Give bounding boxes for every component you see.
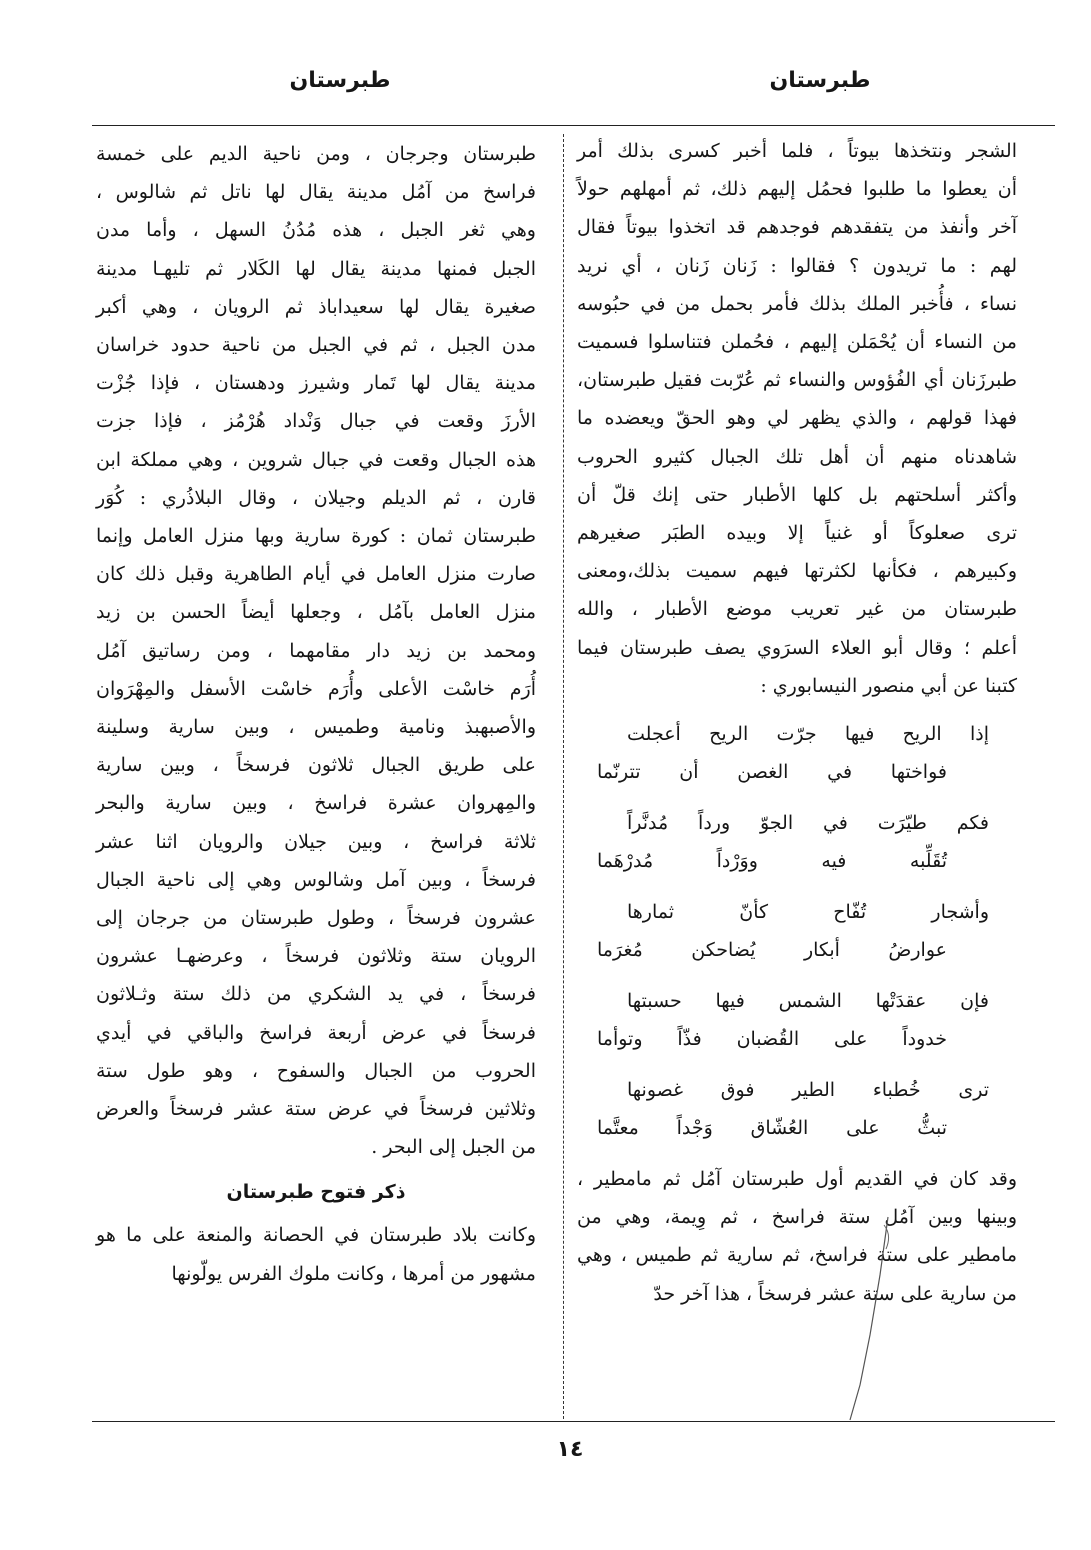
text-line: وكبيرهم ، فكأنها لكثرتها فيهم سميت بذلك،ومعنى [577, 560, 1017, 583]
poem-verse [577, 804, 1017, 880]
text-line: أعلم ؛ وقال أبو العلاء السرَوي يصف طبرستان فيما [577, 636, 1017, 659]
column-divider [563, 134, 564, 1419]
verse-second-hemistich: خدوداً على القُضبان فذّاً وتوأما [597, 1028, 947, 1051]
text-line: مدن الجبل ، ثم في الجبل من ناحية حدود خراسان [96, 334, 536, 357]
text-line: الأرزَ وقعت في جبال وَنْداد هُرْمُز ، فإذا جزت [96, 410, 536, 433]
text-line: كتبنا عن أبي منصور النيسابوري : [760, 674, 1017, 697]
text-line: الجبل فمنها مدينة يقال لها الكَلار ثم تليهـا مدينة [96, 257, 536, 280]
text-line: شاهدناه منهم أن أهل تلك الجبال كثيرو الحروب [577, 445, 1017, 468]
right-column [577, 132, 1017, 1313]
text-line: أن يعطوا ما طلبوا فحمُل إليهم ذلك، ثم أمهلهم حولاً [577, 178, 1017, 201]
section-title: ذكر فتوح طبرستان [226, 1181, 406, 1204]
text-line: لهم : ما تريدون ؟ فقالوا : زَنان زَنان ، أي نريد [577, 254, 1017, 277]
pen-stroke-mark [840, 1215, 900, 1425]
poem-verse [577, 893, 1017, 969]
text-line: عشرون فرسخاً ، وطول طبرستان من جرجان إلى [96, 907, 536, 930]
text-line: على طريق الجبال ثلاثون فرسخاً ، وبين سارية [96, 754, 536, 777]
text-line: طبرزَنان أي الفُؤوس والنساء ثم عُرّبت فقيل طبرستان، [577, 369, 1017, 392]
text-line: طبرستان وجرجان ، ومن ناحية الديم على خمسة [96, 143, 536, 165]
text-line: منزل العامل بآمُل ، وجعلها أيضاً الحسن بن زيد [96, 601, 536, 624]
text-line: مامطير على ستة فراسخ، ثم سارية ثم طميس ، وهي [577, 1244, 1017, 1267]
text-line: فهذا قولهم ، والذي يظهر لي وهو الحقّ ويعضده ما [577, 407, 1017, 430]
right-paragraph-2 [577, 1160, 1017, 1313]
text-line: صارت منزل العامل في أيام الطاهرية وقبل ذلك كان [96, 563, 536, 586]
text-line: والمِهروان عشرة فراسخ ، وبين سارية والبحر [96, 792, 536, 815]
left-column [96, 135, 536, 1293]
text-line: من الجبل إلى البحر . [371, 1136, 536, 1159]
text-line: من النساء أن يُحْمَلن إليهم ، فحُملن فتناسلوا فسميت [577, 331, 1017, 354]
text-line: والأصبهبذ ونامية وطميس ، وبين سارية وسلينة [96, 716, 536, 739]
text-line: الحروب من الجبال والسفوح ، وهو طول ستة [96, 1059, 536, 1082]
verse-second-hemistich: فواختها في الغصن أن تترنّما [597, 761, 947, 784]
poem-verse [577, 982, 1017, 1058]
text-line: وكانت بلاد طبرستان في الحصانة والمنعة على ما هو [96, 1224, 536, 1247]
poem-verse [577, 1071, 1017, 1147]
verse-first-hemistich: إذا الريح فيها جرّت الريح أعجلت [627, 723, 989, 746]
footer-rule [92, 1421, 1055, 1422]
text-line: صغيرة يقال لها سعيداباذ ثم الرويان ، وهي أكبر [96, 295, 536, 318]
text-line: فرسخاً ، في يد الشكري من ذلك ستة وثـلاثون [96, 983, 536, 1006]
text-line: مدينة يقال لها تَمار وشيرز ودهستان ، فإذا جُزْت [96, 372, 536, 395]
text-line: فرسخاً ، وبين آمل وشالوس وهي إلى ناحية الجبال [96, 868, 536, 891]
running-header-left: طبرستان [289, 68, 391, 93]
verse-second-hemistich: عوارضُ أبكار يُضاحكن مُغرَما [597, 939, 947, 962]
text-line: أُرَم خاسْت الأعلى وأُرَم خاسْت الأسفل والمِهْرَوان [96, 677, 536, 700]
text-line: آخر وأنفذ من يتفقدهم فوجدهم قد اتخذوا بيوتاً فقال [577, 216, 1017, 239]
left-paragraph-2 [96, 1216, 536, 1292]
text-line: الرويان ستة وثلاثون فرسخاً ، وعرضهـا عشرون [96, 945, 536, 968]
right-paragraph-1 [577, 132, 1017, 705]
text-line: مشهور من أمرها ، وكانت ملوك الفرس يولّونها [171, 1262, 536, 1285]
poem [577, 715, 1017, 1147]
text-line: طبرستان ثمان : كورة سارية وبها منزل العامل وإنما [96, 525, 536, 548]
text-line: فرسخاً في عرض أربعة فراسخ والباقي في أيدي [96, 1021, 536, 1044]
text-line: هذه الجبال وقعت في جبال شروين ، وهي مملكة ابن [96, 448, 536, 471]
text-line: نساء ، فأُخبر الملك بذلك فأمر بحمل من في حبُوسه [577, 292, 1017, 315]
text-line: وهي ثغر الجبل ، هذه مُدُنُ السهل ، وأما مدن [96, 219, 536, 242]
text-line: الشجر ونتخذها بيوتاً ، فلما أخبر كسرى بذلك أمر [577, 140, 1017, 162]
left-paragraph-1 [96, 135, 536, 1166]
text-line: وقد كان في القديم أول طبرستان آمُل ثم مامطير ، [577, 1168, 1017, 1191]
text-line: ثلاثة فراسخ ، وبين جيلان والرويان اثنا عشر [96, 830, 536, 853]
verse-second-hemistich: تُقَلِّبه فيه ووَرْداً مُدرْهَما [597, 850, 947, 873]
verse-second-hemistich: تبثُّ على العُشّاق وَجْداً معتَّما [597, 1117, 947, 1140]
text-line: وأكثر أسلحتهم بل كلها الأطبار حتى إنك قلّ أن [577, 483, 1017, 506]
text-line: ترى صعلوكاً أو غنياً إلا وبيده الطبَر صغيرهم [577, 522, 1017, 545]
verse-first-hemistich: ترى خُطباء الطير فوق غصونها [627, 1079, 989, 1102]
verse-first-hemistich: فإن عقدَتْها الشمس فيها حسبتها [627, 990, 989, 1013]
verse-first-hemistich: فكم طيّرَت في الجوّ ورداً مُدنَّراً [627, 812, 989, 835]
text-line: طبرستان من غير تعريب موضع الأطبار ، والله [577, 598, 1017, 621]
verse-first-hemistich: وأشجار تُفّاح كأنّ ثمارها [627, 901, 989, 924]
text-line: وبينها وبين آمُل ستة فراسخ ، ثم وِيمة، وهي من [577, 1206, 1017, 1229]
header-rule [92, 125, 1055, 126]
page-number: ١٤ [556, 1437, 584, 1462]
text-line: ومحمد بن زيد دار مقامهما ، ومن رساتيق آمُل [96, 639, 536, 662]
text-line: من سارية على ستة عشر فرسخاً ، هذا آخر حدّ [653, 1282, 1017, 1305]
text-line: قارن ، ثم الديلم وجيلان ، وقال البلاذُري : كُوَر [96, 486, 536, 509]
text-line: فراسخ من آمُل مدينة يقال لها ناتل ثم شالوس ، [96, 181, 536, 204]
poem-verse [577, 715, 1017, 791]
running-header-right: طبرستان [769, 68, 871, 93]
text-line: وثلاثين فرسخاً في عرض ستة عشر فرسخاً والعرض [96, 1098, 536, 1121]
